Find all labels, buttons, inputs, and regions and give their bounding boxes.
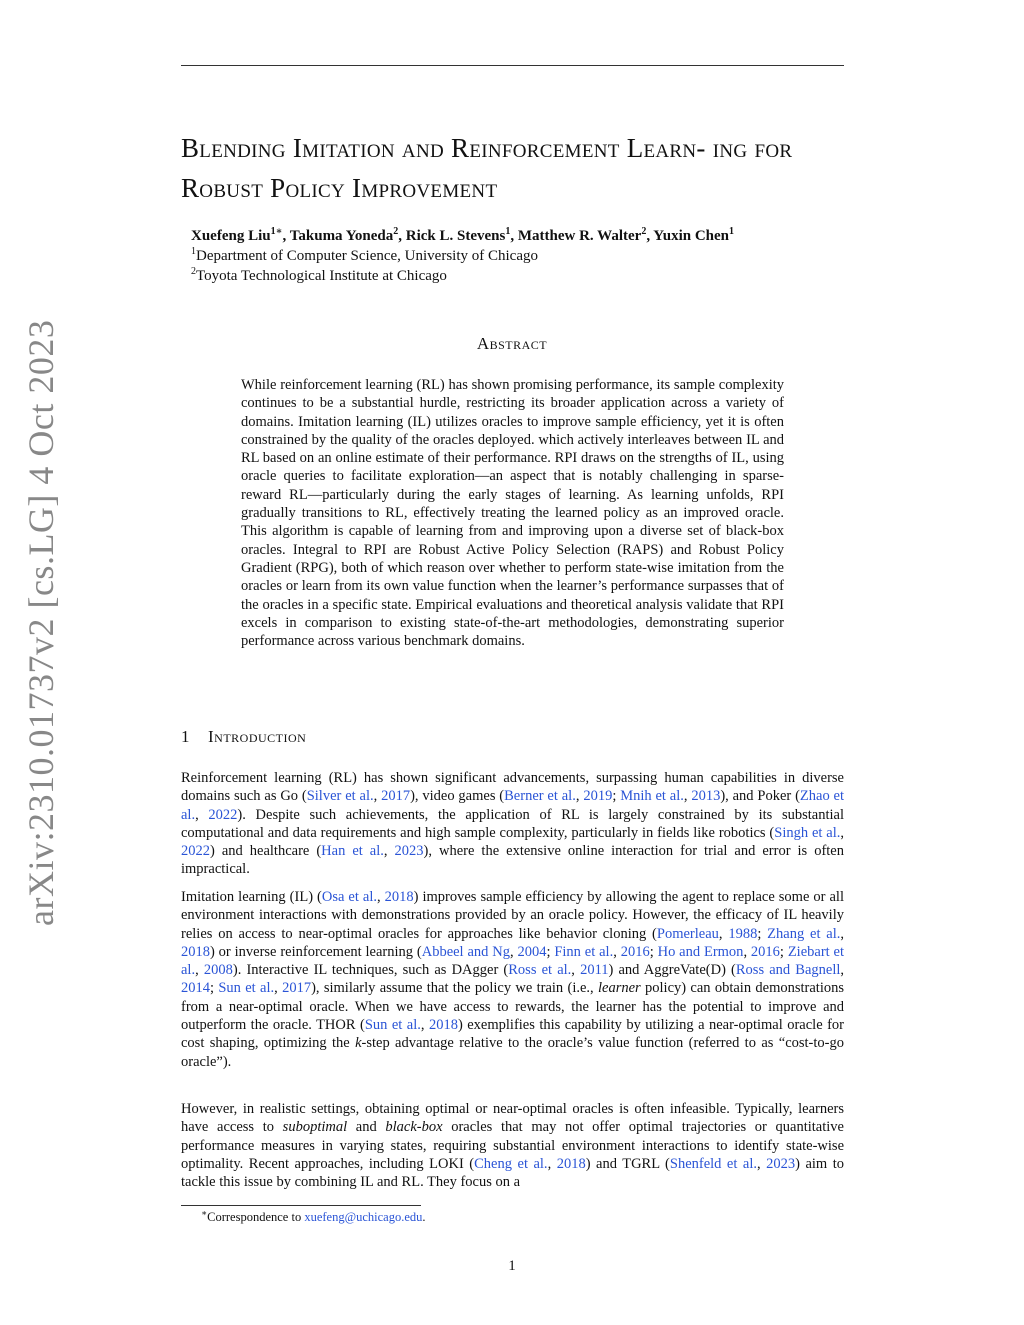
author-affiliation-mark: 1: [729, 226, 734, 237]
paragraph-text: ,: [547, 1155, 557, 1172]
paragraph-text: ,: [274, 980, 283, 997]
citation-link[interactable]: Singh et al.: [774, 824, 841, 841]
author-affiliation-mark: 1: [505, 226, 511, 237]
footnote-rule: [181, 1205, 421, 1206]
footnote-mark: ∗: [201, 1208, 208, 1218]
paragraph-text: ;: [779, 943, 788, 960]
intro-paragraph-3: [181, 1100, 844, 1191]
affiliation-2-text: Toyota Technological Institute at Chicago: [196, 268, 447, 284]
paragraph-text: ). Interactive IL techniques, such as DAgger (: [232, 962, 509, 979]
paragraph-text: ), and Poker (: [720, 788, 800, 805]
paragraph-text: ,: [195, 806, 209, 823]
citation-link[interactable]: 2023: [394, 843, 424, 860]
section-heading-introduction: [181, 727, 306, 747]
citation-link[interactable]: Mnih et al.: [620, 788, 684, 805]
paragraph-text: ,: [840, 962, 845, 979]
paragraph-text: ,: [373, 788, 382, 805]
paragraph-text: ;: [210, 980, 219, 997]
paragraph-text: ,: [195, 962, 204, 979]
emphasis: k: [355, 1035, 362, 1052]
author-list: Xuefeng Liu$^{1∗}$, Takuma Yoneda$^2$, Rick L. Stevens$^1$, Matthew R. Walter$^2$, Yuxin Chen$^1$: [191, 226, 734, 244]
citation-link[interactable]: Silver et al.: [306, 788, 374, 805]
citation-link[interactable]: 2019: [583, 788, 613, 805]
citation-link[interactable]: 2022: [181, 843, 210, 860]
citation-link[interactable]: 2016: [620, 943, 650, 960]
footnote-email-link[interactable]: xuefeng@uchicago.edu: [304, 1210, 423, 1225]
citation-link[interactable]: Ross and Bagnell: [735, 962, 841, 979]
paragraph-text: ,: [756, 1155, 767, 1172]
paragraph-text: oracles that may not offer optimal trajectories or quantitative performance measures in varying states, requiring substantial environment interactions to identify state-wise optimality. Recent approaches, including LOKI (: [181, 1119, 844, 1172]
citation-link[interactable]: Cheng et al.: [474, 1155, 548, 1172]
paragraph-text: ) improves sample efficiency by allowing the agent to replace some or all environment interactions with demonstrations provided by an oracle policy. However, the efficacy of IL heavily relies on access to near-optimal oracles for approaches like behavior cloning (: [181, 889, 844, 942]
paragraph-text: ,: [420, 1017, 429, 1034]
intro-paragraph-1: [181, 769, 844, 879]
abstract-text: While reinforcement learning (RL) has shown promising performance, its sample complexity continues to be a substantial hurdle, restricting its broader application across a variety of domains. Imitation learning (IL) utilizes oracles to improve sample efficiency, yet it is often constrained by the quality of the oracles deployed. which actively interleaves between IL and RL based on an online estimate of their performance. RPI draws on the strengths of IL, using oracle queries to facilitate exploration—an aspect that is notably challenging in sparse-reward RL—particularly during the early stages of learning. As learning unfolds, RPI gradually transitions to RL, effectively treating the learned policy as an improved oracle. This algorithm is capable of learning from and improving upon a diverse set of black-box oracles. Integral to RPI are Robust Active Policy Selection (RAPS) and Robust Policy Gradient (RPG), both of which reason over whether to perform state-wise imitation from the oracles or learn from its own value function when the learner’s performance surpasses that of the oracles in a specific state. Empirical evaluations and theoretical analysis validate that RPI excels in comparison to existing state-of-the-art methodologies, demonstrating superior performance across various benchmark domains.: [241, 377, 784, 650]
paper-title: Blending Imitation and Reinforcement Learn- ing for Robust Policy Improvement: [181, 133, 793, 203]
author-name: Xuefeng Liu: [191, 228, 271, 244]
paragraph-text: ,: [743, 943, 751, 960]
author-affiliation-mark: 1∗: [270, 226, 283, 237]
affiliation-1-mark: 1: [191, 246, 196, 257]
affiliation-2: [191, 266, 447, 285]
affiliation-1-text: Department of Computer Science, University of Chicago: [196, 248, 538, 264]
paragraph-text: ) and healthcare (: [210, 843, 322, 860]
author-name: Takuma Yoneda: [289, 228, 394, 244]
citation-link[interactable]: Sun et al.: [364, 1017, 421, 1034]
paragraph-text: ,: [571, 962, 581, 979]
author-affiliation-mark: 2: [393, 226, 399, 237]
paragraph-text: and: [347, 1119, 386, 1136]
footnote-text: Correspondence to: [207, 1210, 305, 1225]
paragraph-text: ,: [383, 843, 395, 860]
paragraph-text: ), similarly assume that the policy we train (i.e.,: [311, 980, 598, 997]
paragraph-text: ) and TGRL (: [585, 1155, 670, 1172]
paragraph-text: ,: [840, 824, 844, 841]
arxiv-identifier-stamp: arXiv:2310.01737v2 [cs.LG] 4 Oct 2023: [21, 319, 61, 926]
paragraph-text: ,: [683, 788, 692, 805]
citation-link[interactable]: 2011: [580, 962, 609, 979]
citation-link[interactable]: 2004: [517, 943, 547, 960]
affiliation-2-mark: 2: [191, 266, 196, 277]
citation-link[interactable]: Pomerleau: [656, 925, 719, 942]
citation-link[interactable]: 2018: [181, 943, 210, 960]
paragraph-text: ) exemplifies this capability by utilizing a near-optimal oracle for cost shaping, optimizing the: [181, 1017, 844, 1052]
page-number: 1: [508, 1258, 516, 1274]
emphasis: black-box: [385, 1119, 443, 1136]
citation-link[interactable]: Ziebart et al.: [181, 943, 844, 979]
paragraph-text: ;: [757, 925, 768, 942]
citation-link[interactable]: Ross et al.: [508, 962, 572, 979]
paragraph-text: ) aim to tackle this issue by combining IL and RL. They focus on a: [181, 1155, 844, 1191]
section-title: Introduction: [208, 727, 307, 746]
intro-paragraph-2: [181, 888, 844, 1071]
paragraph-text: policy) can obtain demonstrations from a near-optimal oracle. When we have access to rewards, the learner has the potential to improve and outperform the oracle. THOR (: [181, 980, 845, 1034]
paragraph-text: ,: [613, 943, 621, 960]
citation-link[interactable]: Finn et al.: [554, 943, 614, 960]
paragraph-text: ), video games (: [410, 788, 505, 805]
paragraph-text: ;: [612, 788, 621, 805]
paragraph-text: -step advantage relative to the oracle’s value function (referred to as “cost-to-go oracle”).: [181, 1035, 844, 1070]
citation-link[interactable]: 2017: [381, 788, 411, 805]
citation-link[interactable]: 2014: [181, 980, 210, 997]
affiliation-1: [191, 246, 538, 265]
author-name: Rick L. Stevens: [405, 228, 506, 244]
citation-link[interactable]: Zhang et al.: [767, 925, 841, 942]
paragraph-text: Reinforcement learning (RL) has shown significant advancements, surpassing human capabilities in diverse domains such as Go (: [181, 770, 844, 805]
paragraph-text: ,: [840, 925, 845, 942]
citation-link[interactable]: 2017: [282, 980, 312, 997]
abstract-heading: Abstract: [476, 334, 548, 353]
emphasis: suboptimal: [282, 1119, 348, 1136]
citation-link[interactable]: Shenfeld et al.: [669, 1155, 757, 1172]
paragraph-text: ;: [546, 943, 555, 960]
paragraph-text: ;: [649, 943, 658, 960]
emphasis: learner: [598, 980, 641, 997]
citation-link[interactable]: 2008: [203, 962, 233, 979]
author-name: Yuxin Chen: [653, 228, 729, 244]
footnote-end: .: [422, 1210, 426, 1225]
paragraph-text: ), where the extensive online interaction for trial and error is often impractical.: [181, 843, 844, 878]
citation-link[interactable]: Sun et al.: [218, 980, 275, 997]
author-affiliation-mark: 2: [641, 226, 647, 237]
citation-link[interactable]: 2023: [766, 1155, 796, 1172]
paragraph-text: ) or inverse reinforcement learning (: [210, 943, 422, 960]
citation-link[interactable]: 2018: [556, 1155, 586, 1172]
paragraph-text: ). Despite such achievements, the application of RL is largely constrained by its substantial computational and data requirements and high sample complexity, particularly in fields like robotics (: [181, 806, 845, 841]
citation-link[interactable]: Zhao et al.: [181, 788, 845, 823]
paragraph-text: However, in realistic settings, obtaining optimal or near-optimal oracles is often infeasible. Typically, learners have access to: [181, 1101, 844, 1136]
citation-link[interactable]: 1988: [728, 925, 758, 942]
author-name: Matthew R. Walter: [517, 228, 642, 244]
citation-link[interactable]: 2018: [384, 889, 414, 905]
paragraph-text: Imitation learning (IL) (: [181, 889, 322, 905]
footnote: [201, 1208, 426, 1225]
section-number: 1: [181, 727, 190, 746]
paragraph-text: ,: [575, 788, 584, 805]
paragraph-text: ,: [377, 889, 385, 905]
citation-link[interactable]: Abbeel and Ng: [421, 943, 510, 960]
citation-link[interactable]: Ho and Ermon: [657, 943, 744, 960]
citation-link[interactable]: 2022: [208, 806, 238, 823]
paragraph-text: ,: [509, 943, 518, 960]
citation-link[interactable]: 2016: [750, 943, 780, 960]
citation-link[interactable]: Berner et al.: [504, 788, 576, 805]
citation-link[interactable]: 2018: [428, 1017, 458, 1034]
paragraph-text: ,: [718, 925, 729, 942]
paragraph-text: ) and AggreVate(D) (: [608, 962, 736, 979]
header-rule: [181, 65, 844, 66]
citation-link[interactable]: Han et al.: [321, 843, 384, 860]
citation-link[interactable]: 2013: [691, 788, 721, 805]
citation-link[interactable]: Osa et al.: [321, 889, 377, 905]
